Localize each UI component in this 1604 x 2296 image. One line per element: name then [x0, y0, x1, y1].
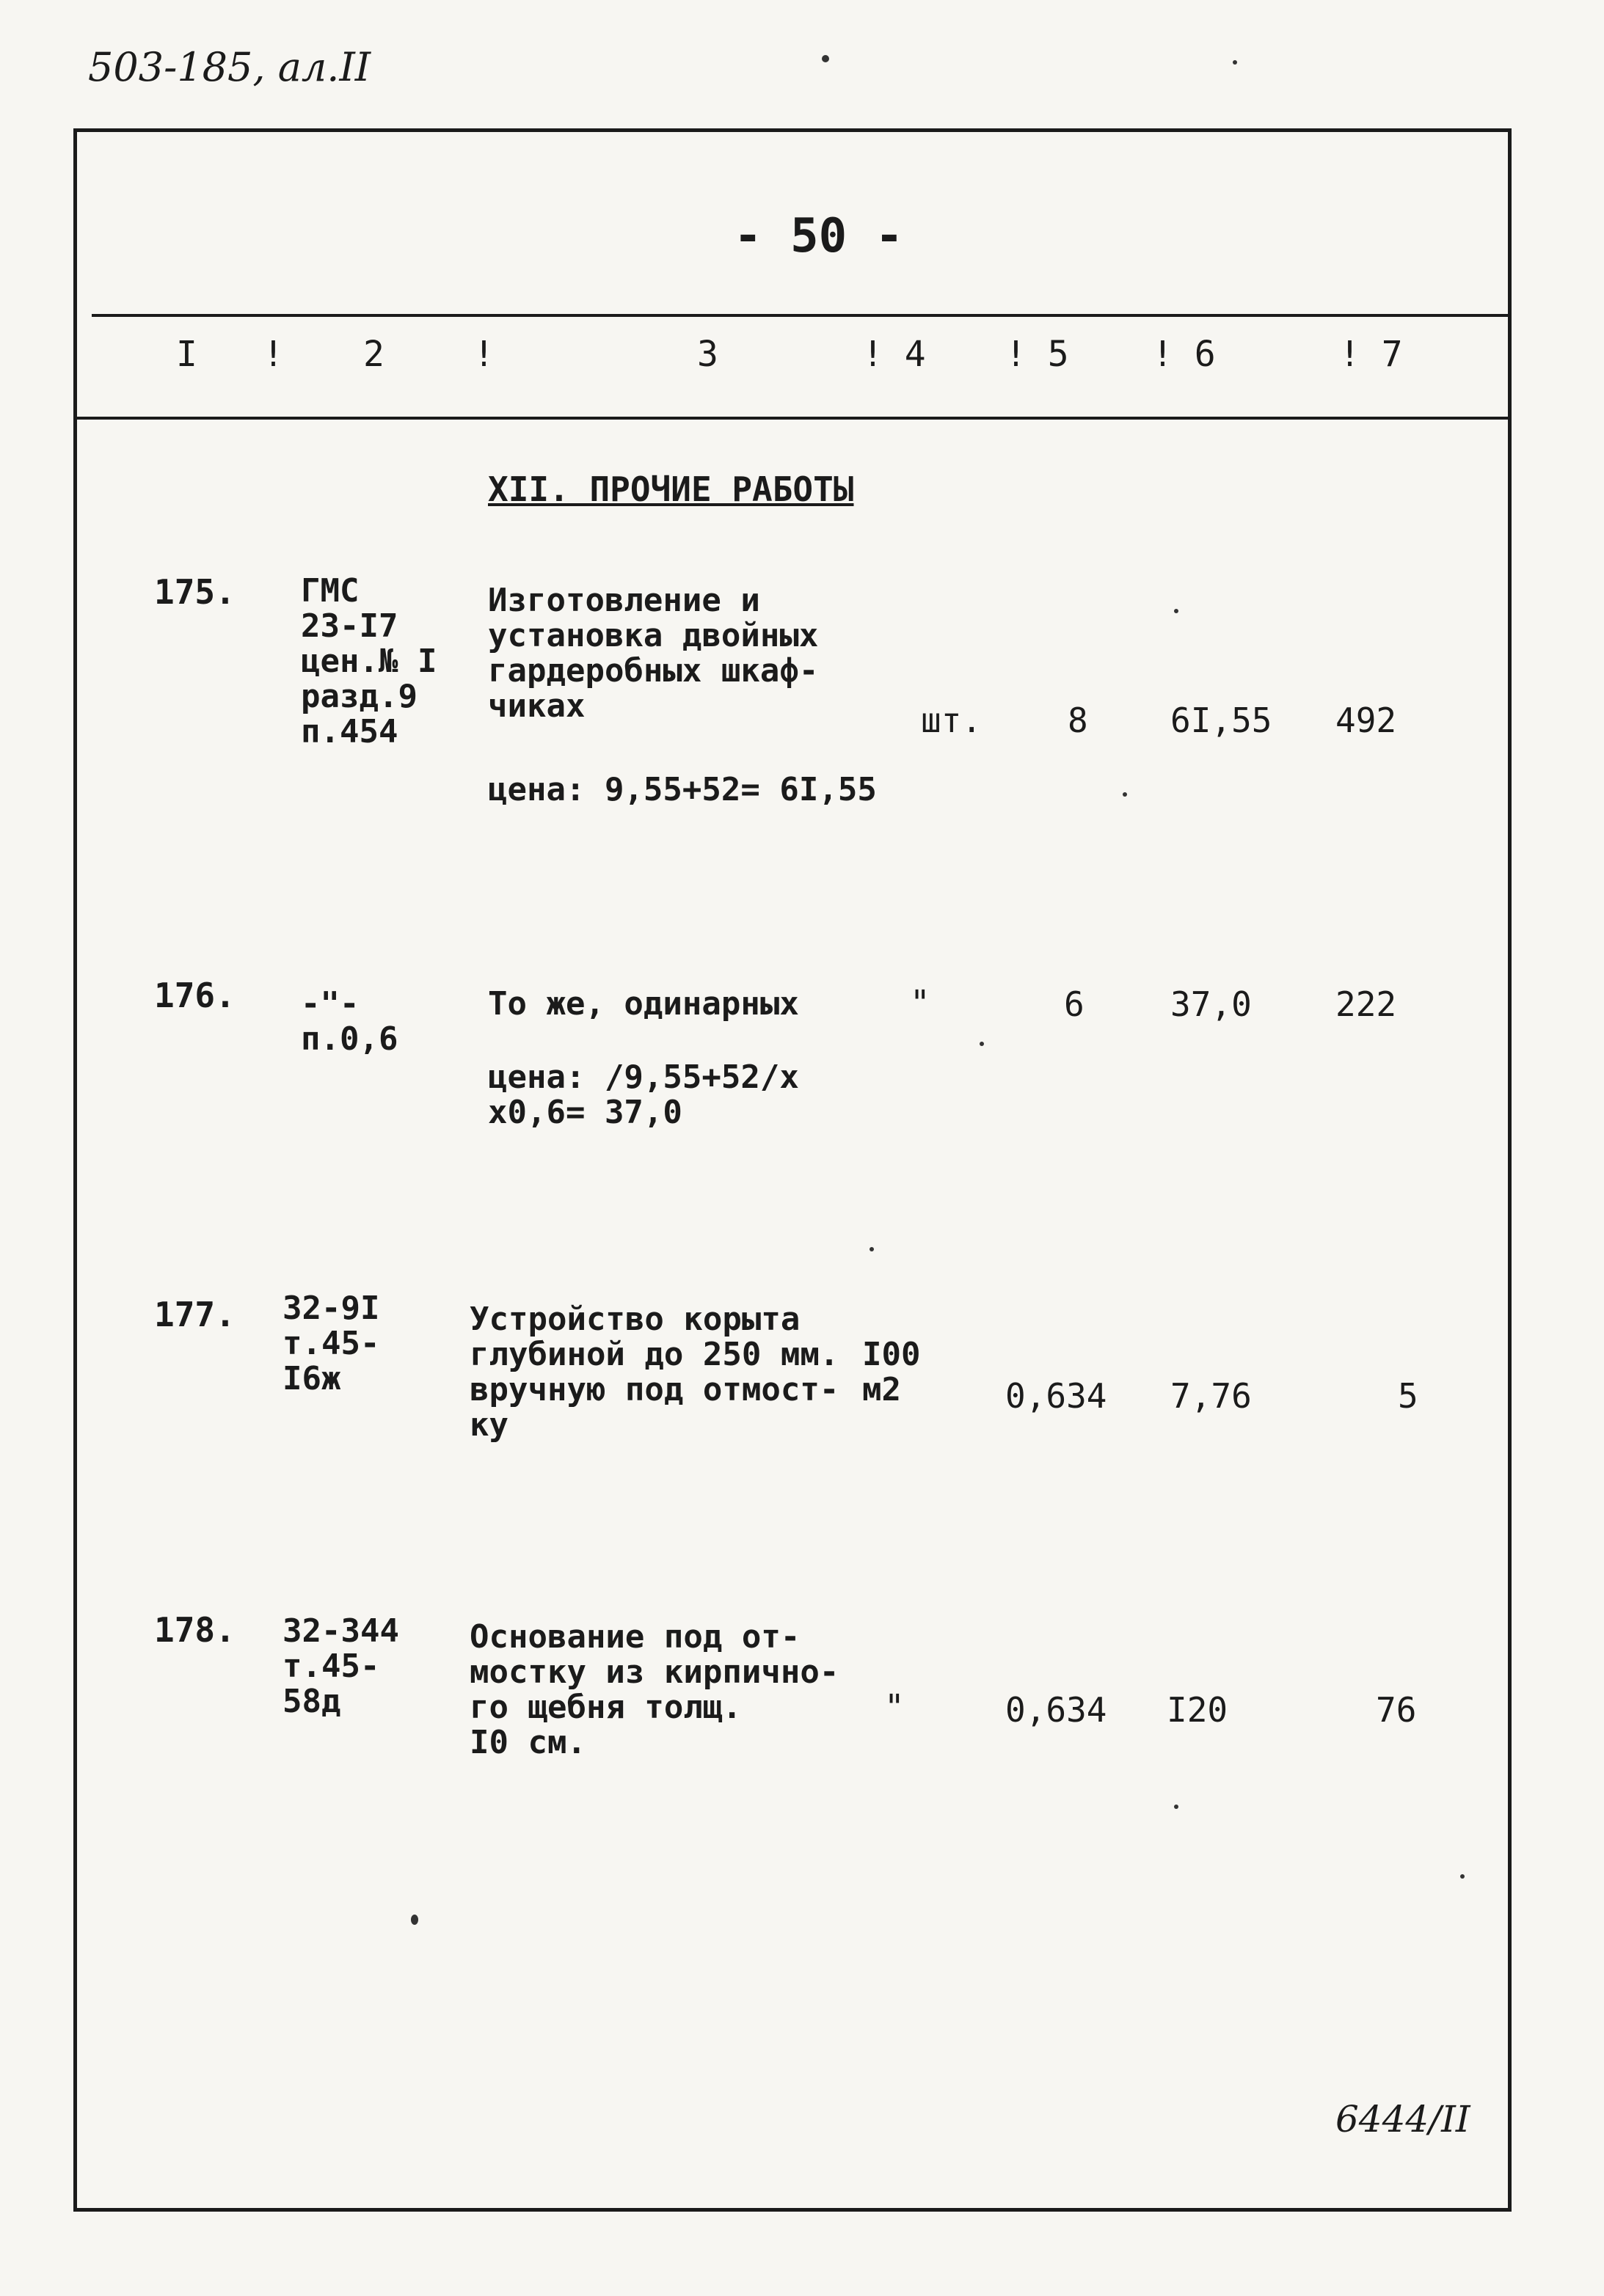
row-code: -"- п.0,6: [301, 985, 398, 1058]
row-price: I20: [1167, 1690, 1228, 1730]
column-header: ! 4: [862, 334, 926, 375]
row-unit: I00 м2: [862, 1336, 921, 1408]
row-quantity: 0,634: [1005, 1690, 1107, 1730]
row-total: 5: [1398, 1376, 1418, 1416]
row-price: 7,76: [1170, 1376, 1252, 1416]
row-code: ГМС 23-I7 цен.№ I разд.9 п.454: [301, 572, 437, 750]
scan-speck: [1233, 60, 1237, 65]
archive-note: 503-185, ал.II: [88, 44, 371, 90]
scan-speck: [1174, 609, 1178, 613]
row-index: 178.: [154, 1610, 236, 1650]
archive-stamp: 6444/II: [1335, 2098, 1470, 2140]
column-separator: !: [263, 334, 284, 375]
row-price-note: цена: 9,55+52= 6I,55: [488, 771, 877, 808]
row-description: Устройство корыта глубиной до 250 мм. вручную под отмост- ку: [470, 1301, 839, 1444]
scan-speck: [822, 55, 829, 62]
scan-speck: [1123, 792, 1127, 797]
scan-speck: [411, 1915, 418, 1925]
row-description: Основание под от- мостку из кирпично- го щебня толщ. I0 см.: [470, 1618, 839, 1761]
row-code: 32-9I т.45- I6ж: [282, 1290, 380, 1397]
column-header: 3: [697, 334, 718, 375]
row-index: 177.: [154, 1295, 236, 1334]
column-separator: !: [473, 334, 495, 375]
row-price-note: цена: /9,55+52/х х0,6= 37,0: [488, 1059, 799, 1131]
row-unit: шт.: [921, 701, 983, 740]
column-header: ! 7: [1339, 334, 1403, 375]
column-header: I: [176, 334, 197, 375]
header-rule-bottom: [73, 417, 1512, 420]
page-frame: [73, 128, 1512, 2212]
scan-speck: [870, 1247, 874, 1251]
row-price: 6I,55: [1170, 701, 1272, 740]
scan-speck: [980, 1042, 984, 1046]
scan-speck: [1174, 1805, 1178, 1809]
row-index: 176.: [154, 976, 236, 1015]
row-unit: ": [884, 1687, 905, 1727]
page-number: - 50 -: [734, 209, 904, 263]
row-quantity: 6: [1064, 984, 1084, 1024]
row-total: 492: [1335, 701, 1397, 740]
column-header: ! 5: [1005, 334, 1069, 375]
section-title: XII. ПРОЧИЕ РАБОТЫ: [488, 469, 854, 509]
row-total: 222: [1335, 984, 1397, 1024]
row-quantity: 8: [1068, 701, 1088, 740]
row-total: 76: [1376, 1690, 1417, 1730]
column-header: ! 6: [1152, 334, 1216, 375]
row-description: Изготовление и установка двойных гардеробных шкаф- чиках: [488, 582, 819, 725]
row-index: 175.: [154, 572, 236, 612]
row-quantity: 0,634: [1005, 1376, 1107, 1416]
header-rule-top: [92, 314, 1512, 317]
row-unit: ": [910, 983, 930, 1023]
row-description: То же, одинарных: [488, 985, 799, 1023]
row-price: 37,0: [1170, 984, 1252, 1024]
row-code: 32-344 т.45- 58д: [282, 1612, 399, 1720]
scan-speck: [1460, 1874, 1465, 1879]
column-header: 2: [363, 334, 384, 375]
